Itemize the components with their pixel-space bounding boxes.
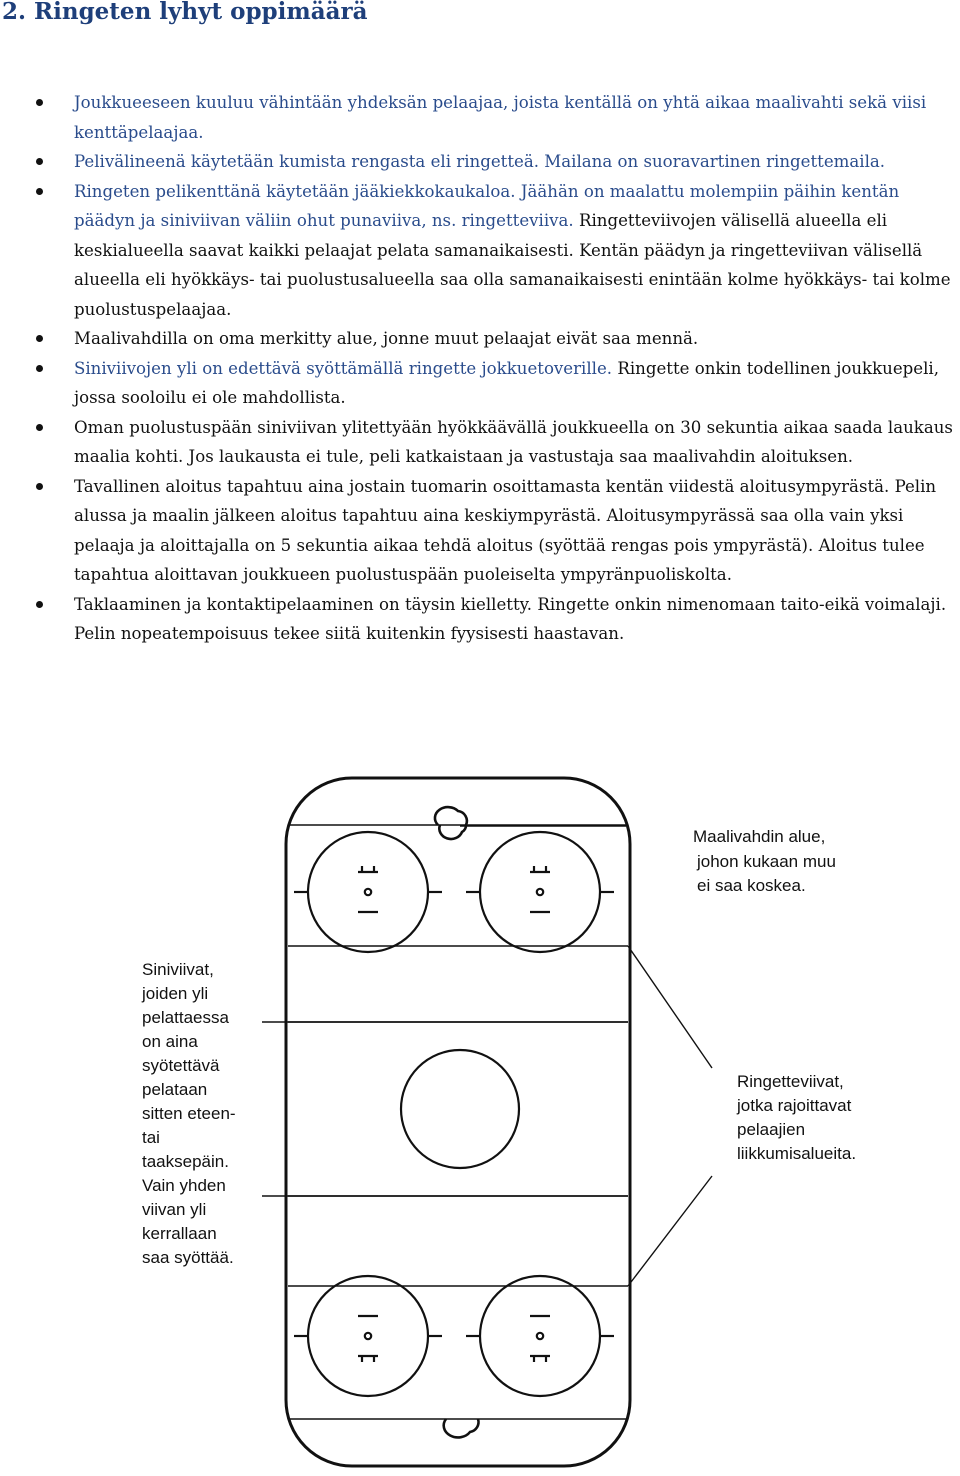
rule-text: Siniviivojen yli on edettävä syöttämällä ringette jokkuetoverille. <box>74 358 613 378</box>
blue-lines-label: Siniviivat, joiden yli pelattaessa on aina syötettävä pelataan sitten eteen- tai taaksepäin. Vain yhden viivan yli kerrallaan saa syöttää. <box>142 960 236 1267</box>
faceoff-circle-top-right <box>480 832 600 952</box>
goalie-area-line: johon kukaan muu <box>697 852 836 871</box>
faceoff-dot <box>537 1333 543 1339</box>
goalie-area-label <box>693 827 841 895</box>
goalie-area-line: ei saa koskea. <box>697 876 806 895</box>
rule-text: Ringette onkin todellinen joukkuepeli, jossa sooloilu ei ole mahdollista. <box>74 358 939 407</box>
faceoff-dot <box>537 889 543 895</box>
faceoff-markers-top <box>358 866 550 912</box>
rule-text: Joukkueeseen kuuluu vähintään yhdeksän pelaajaa, joista kentällä on yhtä aikaa maalivahti sekä viisi kenttäpelaajaa. <box>74 93 927 142</box>
ringette-lines-label: Ringetteviivat, jotka rajoittavat pelaajien liikkumisalueita. <box>737 1072 857 1163</box>
rule-text: Ringetteviivojen välisellä alueella eli keskialueella saavat kaikki pelaajat pelata samanaikaisesti. Kentän päädyn ja ringetteviivan välisellä alueella eli hyökkäys- tai puolustusalueella saa olla samanaikaisesti enintään kolme hyökkäys- tai kolme puolustuspelaajaa. <box>74 211 951 319</box>
rink-outline <box>286 778 630 1466</box>
faceoff-markers-bottom <box>358 1316 550 1362</box>
top-goalie-crease-inner <box>439 825 466 839</box>
center-circle <box>401 1050 519 1168</box>
faceoff-circle-bottom-right <box>480 1276 600 1396</box>
rule-text: Maalivahdilla on oma merkitty alue, jonne muut pelaajat eivät saa mennä. <box>74 329 699 348</box>
faceoff-circle-top-left <box>308 832 428 952</box>
rule-text: Aloitusympyrässä saa olla vain yksi pelaaja ja aloittajalla on 5 sekuntia aikaa tehdä aloitus (syöttää rengas pois ympyrästä). Aloitus tulee tapahtua aloittavan joukkueen puolustuspään puoleiselta ympyränpuoliskolta. <box>74 506 925 584</box>
rule-text: Pelivälineenä käytetään kumista rengasta eli ringetteä. Mailana on suoravartinen ringettemaila. <box>74 152 886 171</box>
faceoff-circle-bottom-left <box>308 1276 428 1396</box>
bottom-goalie-crease <box>444 1419 479 1437</box>
goalie-area-line: Maalivahdin alue, <box>693 827 826 846</box>
ringette-lines-pointer <box>628 1176 712 1286</box>
rule-text: Ringeten pelikenttänä käytetään jääkiekkokaukaloa. Jäähän on maalattu molempiin päihin kentän päädyn ja siniviivan väliin ohut punaviiva, ns. ringetteviiva. <box>74 181 900 230</box>
page-title: 2. Ringeten lyhyt oppimäärä <box>2 0 368 25</box>
rule-text: Tavallinen aloitus tapahtuu aina jostain tuomarin osoittamasta kentän viidestä aloitusympyrästä. Pelin alussa ja maalin jälkeen aloitus tapahtuu aina keskiympyrästä. <box>74 476 937 525</box>
rule-text: Taklaaminen ja kontaktipelaaminen on täysin kielletty. Ringette onkin nimenomaan taito-eikä voimalaji. Pelin nopeatempoisuus tekee siitä kuitenkin fyysisesti haastavan. <box>74 594 947 643</box>
ringette-lines-pointer <box>628 946 712 1068</box>
top-goalie-crease <box>435 807 467 825</box>
faceoff-dot <box>365 889 371 895</box>
rule-text: Oman puolustuspään siniviivan ylitettyään hyökkäävällä joukkueella on 30 sekuntia aikaa saada laukaus maalia kohti. Jos laukausta ei tule, peli katkaistaan ja vastustaja saa maalivahdin aloituksen. <box>74 417 953 466</box>
faceoff-dot <box>365 1333 371 1339</box>
